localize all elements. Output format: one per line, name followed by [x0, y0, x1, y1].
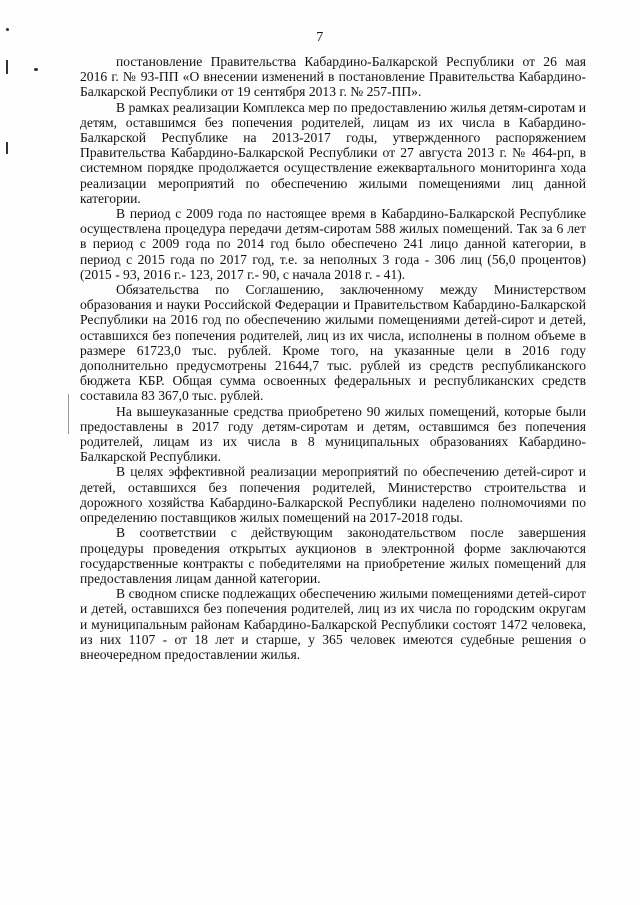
paragraph: В период с 2009 года по настоящее время в Кабардино-Балкарской Республике осуществлена процедура передачи детям-сиротам 588 жилых помещений. Так за 6 лет в период с 2009 года по 2014 год было обеспечено 241 лицо данной категории, в период с 2015 года по 2017 год, т.е. за неполных 3 года - 306 лиц (56,0 процентов) (2015 - 93, 2016 г.- 123, 2017 г.- 90, с начала 2018 г. - 41).: [80, 206, 586, 282]
scan-artifact: [34, 68, 38, 71]
paragraph: В соответствии с действующим законодательством после завершения процедуры проведения открытых аукционов в электронной форме заключаются государственные контракты с победителями на приобретение жилых помещений для предоставления лицам данной категории.: [80, 525, 586, 586]
paragraph: В сводном списке подлежащих обеспечению жилыми помещениями детей-сирот и детей, оставшихся без попечения родителей, лиц из их числа по городским округам и муниципальным районам Кабардино-Балкарской Республики состоят 1472 человека, из них 1107 - от 18 лет и старше, у 365 человек имеются судебные решения о внеочередном предоставлении жилья.: [80, 586, 586, 662]
scan-artifact: [68, 394, 69, 434]
paragraph: постановление Правительства Кабардино-Балкарской Республики от 26 мая 2016 г. № 93-ПП «О внесении изменений в постановление Правительства Кабардино-Балкарской Республики от 19 сентября 2013 г. № 257-ПП».: [80, 54, 586, 100]
scan-artifact: [6, 142, 8, 154]
paragraph: В целях эффективной реализации мероприятий по обеспечению детей-сирот и детей, оставшихся без попечения родителей, Министерство строительства и дорожного хозяйства Кабардино-Балкарской Республики наделено полномочиями по определению поставщиков жилых помещений на 2017-2018 годы.: [80, 464, 586, 526]
paragraph: На вышеуказанные средства приобретено 90 жилых помещений, которые были предоставлены в 2017 году детям-сиротам и детям, оставшимся без попечения родителей, лицам из их числа в 8 муниципальных образованиях Кабардино-Балкарской Республики.: [80, 403, 586, 465]
paragraph: В рамках реализации Комплекса мер по предоставлению жилья детям-сиротам и детям, оставшимся без попечения родителей, лицам из их числа в Кабардино-Балкарской Республике на 2013-2017 годы, утвержденного распоряжением Правительства Кабардино-Балкарской Республики от 27 августа 2013 г. № 464-рп, в системном порядке продолжается осуществление ежеквартального мониторинга хода реализации мероприятий по обеспечению жилыми помещениями лиц данной категории.: [80, 99, 586, 206]
paragraph: Обязательства по Соглашению, заключенному между Министерством образования и науки Российской Федерации и Правительством Кабардино-Балкарской Республики на 2016 год по обеспечению жилыми помещениями детей-сирот и детей, оставшихся без попечения родителей, лиц из их числа, исполнены в полном объеме в размере 61723,0 тыс. рублей. Кроме того, на указанные цели в 2016 году дополнительно предусмотрены 21644,7 тыс. рублей из средств республиканского бюджета КБР. Общая сумма освоенных федеральных и республиканских средств составила 83 367,0 тыс. рублей.: [80, 282, 586, 404]
page-number: 7: [316, 30, 324, 45]
document-body: [80, 54, 586, 662]
scan-artifact: [6, 60, 8, 74]
